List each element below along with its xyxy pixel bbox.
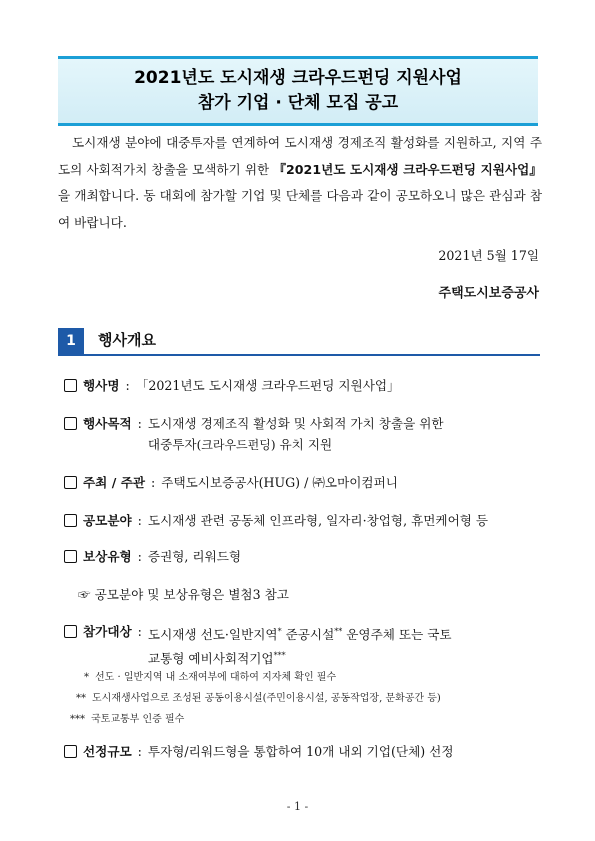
item-label: 행사명 — [83, 378, 120, 393]
item-value: 도시재생 관련 공동체 인프라형, 일자리·창업형, 휴먼케어형 등 — [147, 513, 489, 528]
checkbox-icon — [64, 379, 77, 392]
checkbox-icon — [64, 476, 77, 489]
title-line-1: 2021년도 도시재생 크라우드펀딩 지원사업 — [134, 68, 462, 88]
reference-note: ☞ 공모분야 및 보상유형은 별첨3 참고 — [78, 587, 289, 602]
item-value-line-2: 교통형 예비사회적기업*** — [147, 651, 286, 667]
item-value: 주택도시보증공사(HUG) / ㈜오마이컴퍼니 — [161, 475, 398, 490]
footnote-2: ** 도시재생사업으로 조성된 공동이용시설(주민이용시설, 공동작업장, 문화공간 등) — [76, 693, 441, 704]
item-purpose: 행사목적 : 도시재생 경제조직 활성화 및 사회적 가치 창출을 위한 대중투자(크라우드펀딩) 유치 지원 — [64, 413, 542, 456]
intro-text-1: 도시재생 분야에 대중투자를 연계하여 도시재생 경제조직 활성화를 지원하고, 지역 주도의 사회적가치 창출을 모색하기 위한 — [58, 135, 542, 177]
item-label: 공모분야 — [83, 513, 132, 528]
item-label: 선정규모 — [83, 744, 132, 759]
item-value-line-1: 도시재생 선도·일반지역* 준공시설** 운영주체 또는 국토 — [147, 627, 452, 643]
checkbox-icon — [64, 745, 77, 758]
item-host: 주최 / 주관 : 주택도시보증공사(HUG) / ㈜오마이컴퍼니 — [64, 472, 542, 493]
item-event-name: 행사명 : 「2021년도 도시재생 크라우드펀딩 지원사업」 — [64, 375, 542, 396]
item-label: 행사목적 — [83, 416, 132, 431]
section-number: 1 — [58, 328, 84, 354]
announcement-date: 2021년 5월 17일 — [438, 248, 539, 263]
item-value: 「2021년도 도시재생 크라우드펀딩 지원사업」 — [135, 378, 400, 393]
item-reward: 보상유형 : 증권형, 리워드형 — [64, 546, 542, 567]
intro-highlight: 『2021년도 도시재생 크라우드펀딩 지원사업』 — [273, 161, 542, 177]
item-label: 보상유형 — [83, 549, 132, 564]
page-number: - 1 - — [286, 800, 309, 813]
intro-paragraph — [58, 130, 542, 236]
item-field: 공모분야 : 도시재생 관련 공동체 인프라형, 일자리·창업형, 휴먼케어형 등 — [64, 510, 542, 531]
checkbox-icon — [64, 625, 77, 638]
section-header — [58, 328, 540, 356]
section-title: 행사개요 — [98, 331, 156, 349]
item-scale: 선정규모 : 투자형/리워드형을 통합하여 10개 내외 기업(단체) 선정 — [64, 741, 542, 762]
item-value-line-2: 대중투자(크라우드펀딩) 유치 지원 — [147, 437, 333, 452]
checkbox-icon — [64, 514, 77, 527]
title-banner — [58, 56, 538, 126]
footnote-1: * 선도 · 일반지역 내 소재여부에 대하여 지자체 확인 필수 — [84, 672, 337, 683]
item-value: 증권형, 리워드형 — [147, 549, 242, 564]
item-label: 주최 / 주관 — [83, 475, 146, 490]
checkbox-icon — [64, 550, 77, 563]
item-value-line-1: 도시재생 경제조직 활성화 및 사회적 가치 창출을 위한 — [147, 416, 444, 431]
footnote-3: *** 국토교통부 인증 필수 — [70, 714, 185, 725]
organization-name: 주택도시보증공사 — [438, 286, 539, 301]
item-eligibility: 참가대상 : 도시재생 선도·일반지역* 준공시설** 운영주체 또는 국토 교통형 예비사회적기업*** — [64, 621, 542, 669]
title-line-2: 참가 기업 · 단체 모집 공고 — [197, 93, 399, 113]
item-value: 투자형/리워드형을 통합하여 10개 내외 기업(단체) 선정 — [147, 744, 454, 759]
item-label: 참가대상 — [83, 624, 132, 639]
checkbox-icon — [64, 417, 77, 430]
intro-text-2: 을 개최합니다. 동 대회에 참가할 기업 및 단체를 다음과 같이 공모하오니 많은 관심과 참여 바랍니다. — [58, 188, 542, 230]
